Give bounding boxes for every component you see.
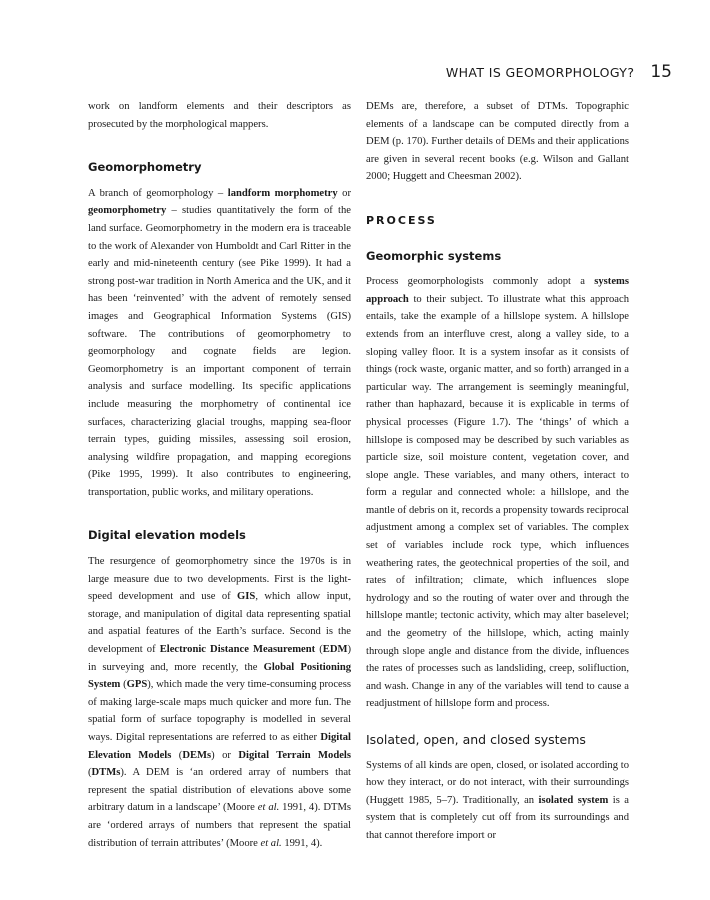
text-run: , which allow input, storage, and manipulation of digital data representing spatial and aspatial features of the Earth’s surface. Second is the development of: [88, 591, 351, 656]
text-run: ) in surveying and, more recently, the: [88, 644, 352, 673]
heading-digital-elevation-models: Digital elevation models: [88, 528, 246, 543]
text-run: (: [315, 644, 323, 656]
term-isolated-system: isolated system: [538, 794, 609, 806]
paragraph-dem-continued: [366, 98, 629, 186]
text-run: 1991, 4). DTMs are ‘ordered arrays of numbers that represent the spatial distribution of terrain attributes’ (Moore: [88, 802, 352, 849]
paragraph-dem: [88, 553, 351, 852]
text-run: ), which made the very time-consuming process of making large-scale maps much quicker and more fun. The spatial form of surface topography is modelled in several ways. Digital representations are referred to as either: [88, 679, 351, 743]
text-run: – studies quantitatively the form of the land surface. Geomorphometry in the modern era is traceable to the work of Alexander von Humboldt and Carl Ritter in the early and mid-nineteenth century (see Pike 1999). It had a strong post-war tradition in North America and the UK, and it has been ‘reinvented’ with the advent of remotely sensed images and Geographical Information Systems (GIS) software. The contributions of geomorphometry to geomorphology and cognate fields are legion. Geomorphometry is an important component of terrain analysis and surface modelling. Its specific applications include measuring the morphometry of continental ice surfaces, characterizing glacial troughs, mapping sea-floor terrain types, guiding missiles, assessing soil erosion, analysing wildfire propagation, and mapping ecoregions (Pike 1995, 1999). It also contributes to engineering, transportation, public works, and military operations.: [88, 205, 351, 498]
text-run: A branch of geomorphology –: [88, 187, 228, 199]
term-gps: GPS: [126, 679, 148, 691]
term-geomorphometry: geomorphometry: [88, 205, 167, 217]
text-run: Process geomorphologists commonly adopt a: [366, 276, 595, 288]
term-edm: EDM: [322, 644, 348, 656]
heading-geomorphometry: Geomorphometry: [88, 160, 202, 175]
text-run: or: [337, 187, 351, 199]
term-dems: DEMs: [182, 749, 212, 761]
term-dtms: DTMs: [91, 767, 121, 779]
page-number: 15: [650, 62, 672, 82]
text-run: is a system that is completely cut off from its surroundings and that cannot therefore import or: [366, 794, 629, 841]
text-run: The resurgence of geomorphometry since the 1970s is in large measure due to two developments. First is the light-speed development and use of: [88, 556, 351, 603]
right-column: [366, 98, 629, 845]
text-run: ) or: [211, 749, 239, 761]
term-systems-approach: systems approach: [366, 276, 629, 305]
heading-geomorphic-systems: Geomorphic systems: [366, 248, 502, 263]
term-landform-morphometry: landform morphometry: [227, 187, 338, 199]
heading-isolated-open-closed: Isolated, open, and closed systems: [366, 732, 586, 747]
text-run: (: [120, 679, 127, 691]
heading-process: PROCESS: [366, 213, 437, 227]
paragraph-isolated: [366, 757, 629, 845]
term-dtm-full: Digital Terrain Models: [238, 749, 351, 761]
term-edm-full: Electronic Distance Measurement: [159, 644, 316, 656]
text-run: to their subject. To illustrate what this approach entails, take the example of a hillslope system. A hillslope extends from an interfluve crest, along a valley side, to a sloping valley floor. It is a system insofar as it consists of things (rock waste, organic matter, and so forth) arranged in a particular way. The arrangement is seemingly meaningful, rather than haphazard, because it is explicable in terms of physical processes (Figure 1.7). The ‘things’ of which a hillslope is composed may be described by such variables as particle size, soil moisture content, vegetation cover, and slope angle. These variables, and many others, interact to form a regular and connected whole: a hillslope, and the mantle of debris on it, records a propensity towards reciprocal adjustment among a complex set of variables. The complex set of variables include rock type, which influences weathering rates, the geotechnical properties of the soil, and rates of infiltration; climate, which influences slope hydrology and so the routing of water over and through the hillslope mantle; tectonic activity, which may alter baselevel; and the geometry of the hillslope, which, acting mainly through slope angle and distance from the divide, influences the rates of processes such as landsliding, creep, solifluction, and wash. Change in any of the variables will tend to cause a readjustment of hillslope form and process.: [366, 293, 629, 710]
paragraph-systems: [366, 273, 629, 713]
term-gis: GIS: [237, 591, 256, 603]
paragraph-geomorphometry: [88, 185, 351, 502]
paragraph-continued: [88, 98, 351, 133]
text-run: ). A DEM is ‘an ordered array of numbers that represent the spatial distribution of elevations above some arbitrary datum in a landscape’ (Moore: [88, 767, 351, 814]
text-run: DEMs are, therefore, a subset of DTMs. Topographic elements of a landscape can be computed directly from a DEM (p. 170). Further details of DEMs and their applications are given in several recent books (e.g. Wilson and Gallant 2000; Huggett and Cheesman 2002).: [366, 101, 629, 183]
term-dem-full: Digital Elevation Models: [88, 732, 351, 761]
et-al: et al.: [257, 802, 280, 814]
et-al: et al.: [260, 837, 282, 849]
term-gps-full: Global Positioning System: [88, 661, 352, 691]
text-run: Systems of all kinds are open, closed, or isolated according to how they interact, or do not interact, with their surroundings (Huggett 1985, 5–7). Traditionally, an: [366, 759, 629, 806]
left-column: [88, 98, 351, 852]
text-run: (: [171, 749, 183, 761]
text-run: work on landform elements and their descriptors as prosecuted by the morphological mappers.: [88, 101, 351, 130]
text-run: (: [88, 767, 92, 779]
text-run: 1991, 4).: [281, 837, 323, 849]
running-head: [446, 62, 672, 82]
running-title: WHAT IS GEOMORPHOLOGY?: [445, 65, 635, 80]
